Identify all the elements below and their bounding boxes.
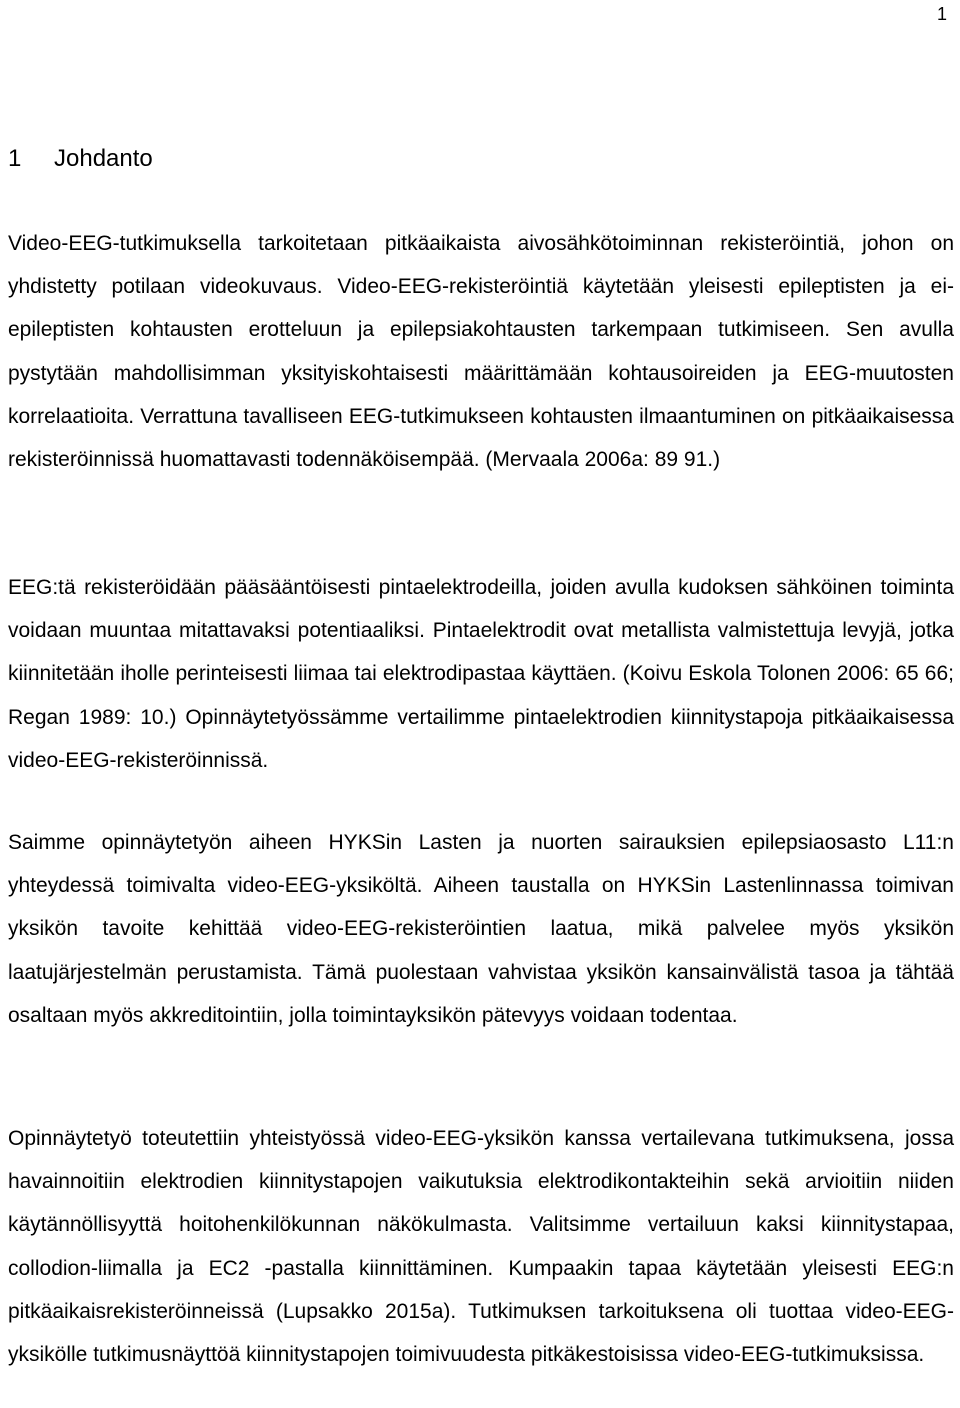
chapter-title: Johdanto [54, 145, 153, 172]
paragraph-topic-origin: Saimme opinnäytetyön aiheen HYKSin Lasten ja nuorten sairauksien epilepsiaosasto L11:n yhteydessä toimivalta video-EEG-yksiköltä. Aiheen taustalla on HYKSin Lastenlinnassa toimivan yksikön tavoite kehittää video-EEG-rekisteröintien laatua, mikä palvelee myös yksikön laatujärjestelmän perustamista. Tämä puolestaan vahvistaa yksikön kansainvälistä tasoa ja tähtää osaltaan myös akkreditointiin, jolla toimintayksikön pätevyys voidaan todentaa. [8, 831, 954, 1027]
page-number: 1 [936, 4, 947, 24]
paragraph-introduction: Video-EEG-tutkimuksella tarkoitetaan pitkäaikaista aivosähkötoiminnan rekisteröintiä, johon on yhdistetty potilaan videokuvaus. Video-EEG-rekisteröintiä käytetään yleisesti epileptisten ja ei-epileptisten kohtausten erotteluun ja epilepsiakohtausten tarkempaan tutkimiseen. Sen avulla pystytään mahdollisimman yksityiskohtaisesti määrittämään kohtausoireiden ja EEG-muutosten korrelaatioita. Verrattuna tavalliseen EEG-tutkimukseen kohtausten ilmaantuminen on pitkäaikaisessa rekisteröinnissä huomattavasti todennäköisempää. (Mervaala 2006a: 89 91.) [8, 232, 954, 472]
chapter-heading [8, 141, 153, 177]
chapter-number: 1 [8, 145, 22, 172]
paragraph-study-design: Opinnäytetyö toteutettiin yhteistyössä video-EEG-yksikön kanssa vertailevana tutkimuksena, jossa havainnoitiin elektrodien kiinnitystapojen vaikutuksia elektrodikontakteihin sekä arvioitiin niiden käytännöllisyyttä hoitohenkilökunnan näkökulmasta. Valitsimme vertailuun kaksi kiinnitystapaa, collodion-liimalla ja EC2 -pastalla kiinnittäminen. Kumpaakin tapaa käytetään yleisesti EEG:n pitkäaikaisrekisteröinneissä (Lupsakko 2015a). Tutkimuksen tarkoituksena oli tuottaa video-EEG-yksikölle tutkimusnäyttöä kiinnitystapojen toimivuudesta pitkäkestoisissa video-EEG-tutkimuksissa. [8, 1127, 954, 1367]
paragraph-eeg-electrodes: EEG:tä rekisteröidään pääsääntöisesti pintaelektrodeilla, joiden avulla kudoksen sähköinen toiminta voidaan muuntaa mitattavaksi potentiaaliksi. Pintaelektrodit ovat metallista valmistettuja levyjä, jotka kiinnitetään iholle perinteisesti liimaa tai elektrodipastaa käyttäen. (Koivu Eskola Tolonen 2006: 65 66; Regan 1989: 10.) Opinnäytetyössämme vertailimme pintaelektrodien kiinnitystapoja pitkäaikaisessa video-EEG-rekisteröinnissä. [8, 576, 954, 772]
